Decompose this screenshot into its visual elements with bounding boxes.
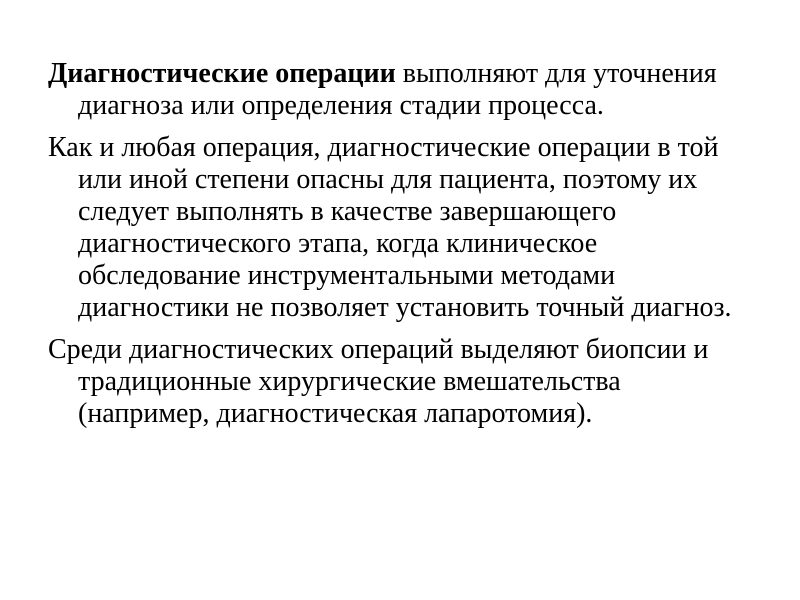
paragraph-lead-term: Диагностические операции — [48, 58, 396, 89]
paragraph-text: выполняют для уточнения диагноза или определения стадии процесса. — [78, 58, 717, 121]
paragraph-diagnostic-operations-risk — [48, 132, 758, 324]
paragraph-text: Как и любая операция, диагностические операции в той или иной степени опасны для пациента, поэтому их следует выполнять в качестве завершающего диагностического этапа, когда клиническое обследование инструментальными методами диагностики не позволяет установить точный диагноз. — [48, 132, 732, 323]
slide-content — [48, 58, 758, 440]
paragraph-text: Среди диагностических операций выделяют биопсии и традиционные хирургические вмешательства (например, диагностическая лапаротомия). — [48, 334, 709, 429]
paragraph-diagnostic-operations-definition — [48, 58, 758, 122]
paragraph-diagnostic-operations-types — [48, 334, 758, 430]
